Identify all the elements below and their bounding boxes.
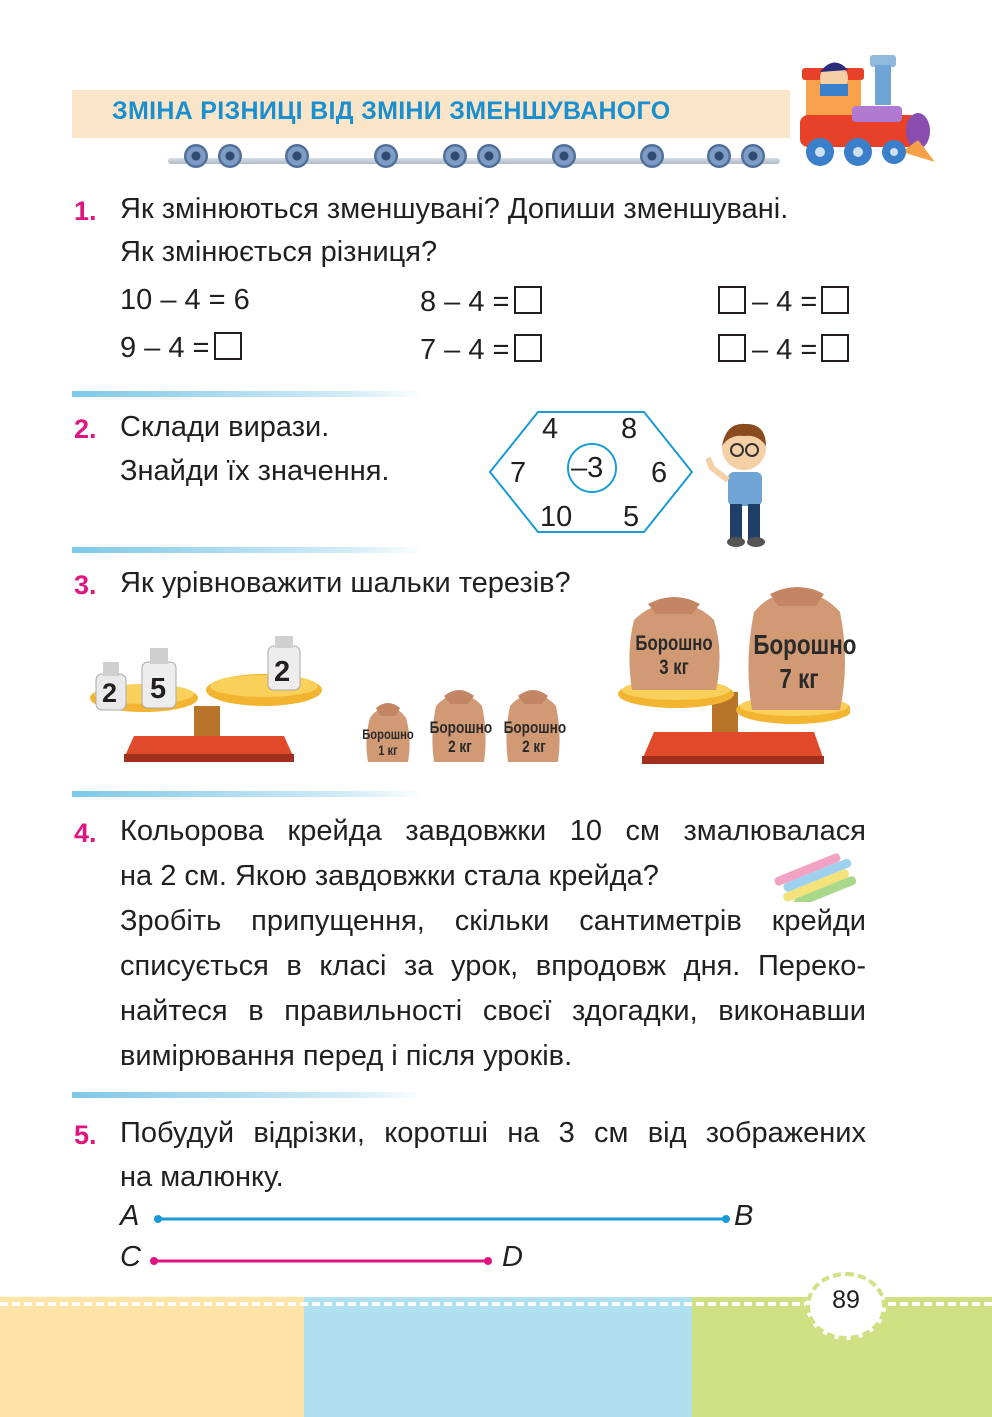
task-number: 4.	[74, 818, 97, 848]
hex-number: 10	[540, 501, 573, 533]
point-label: D	[502, 1241, 523, 1273]
task-text: списується в класі за урок, впродовж дня. Переко-	[120, 950, 866, 982]
divider	[72, 547, 422, 553]
wheel-icon	[285, 144, 309, 168]
hex-number: 7	[510, 457, 527, 489]
task-number: 5.	[74, 1120, 97, 1150]
answer-box[interactable]	[514, 334, 542, 362]
equation: 7 – 4 =	[420, 334, 542, 367]
answer-box[interactable]	[214, 332, 242, 360]
point-label: B	[734, 1200, 754, 1232]
task-text: Склади вирази.	[120, 411, 330, 443]
footer-band-left	[0, 1297, 304, 1417]
wheel-icon	[741, 144, 765, 168]
train-illustration	[790, 40, 940, 175]
wheel-icon	[184, 144, 208, 168]
weight-label: 2	[274, 656, 291, 688]
task-text: на 2 см. Якою завдовжки стала крейда?	[120, 860, 659, 892]
wheel-icon	[374, 144, 398, 168]
point-label: A	[120, 1200, 140, 1232]
page-number: 89	[832, 1286, 860, 1314]
task-text: Як урівноважити шальки терезів?	[120, 567, 571, 599]
task-text: Як змінюється різниця?	[120, 236, 438, 268]
equation: 8 – 4 =	[420, 286, 542, 319]
task-text: Кольорова крейда завдовжки 10 см змалювалася	[120, 815, 866, 847]
equation: 10 – 4 = 6	[120, 284, 250, 316]
bag-label: Борошно 7 кг	[753, 629, 857, 694]
task-text: Знайди їх значення.	[120, 455, 390, 487]
bag-label: Борошно 3 кг	[635, 632, 713, 679]
bag-label: Борошно 2 кг	[503, 718, 567, 756]
divider	[72, 391, 422, 397]
segment-cd	[146, 1254, 496, 1268]
page-title: ЗМІНА РІЗНИЦІ ВІД ЗМІНИ ЗМЕНШУВАНОГО	[112, 97, 671, 125]
wheel-icon	[552, 144, 576, 168]
divider	[72, 1092, 422, 1098]
equation: – 4 =	[718, 286, 849, 319]
divider	[72, 791, 422, 797]
weight-label: 2	[102, 678, 118, 708]
answer-box[interactable]	[514, 286, 542, 314]
boy-illustration	[706, 420, 776, 550]
task-text: вимірювання перед і після уроків.	[120, 1040, 573, 1072]
task-text: Побудуй відрізки, коротші на 3 см від зображених	[120, 1117, 866, 1149]
hex-number: 8	[621, 413, 638, 445]
wheel-icon	[477, 144, 501, 168]
answer-box[interactable]	[821, 334, 849, 362]
task-text: на малюнку.	[120, 1161, 284, 1193]
answer-box[interactable]	[718, 334, 746, 362]
task-text: Як змінюються зменшувані? Допиши зменшувані.	[120, 193, 789, 225]
task-text: найтеся в правильності своєї здогадки, виконавши	[120, 995, 866, 1027]
task-text: Зробіть припущення, скільки сантиметрів крейди	[120, 905, 866, 937]
wheel-icon	[443, 144, 467, 168]
chalk-illustration	[772, 852, 862, 902]
bag-label: Борошно 2 кг	[429, 718, 493, 756]
point-label: C	[120, 1241, 141, 1273]
task-number: 2.	[74, 414, 97, 444]
equation: – 4 =	[718, 334, 849, 367]
weight-label: 5	[150, 673, 167, 705]
segment-ab	[150, 1212, 734, 1226]
task-number: 1.	[74, 196, 97, 226]
wheel-icon	[640, 144, 664, 168]
bag-label: Борошно 1 кг	[362, 726, 414, 758]
wheel-icon	[707, 144, 731, 168]
train-rail	[168, 158, 780, 164]
answer-box[interactable]	[821, 286, 849, 314]
hex-center: –3	[571, 452, 604, 484]
footer-band-middle	[304, 1297, 692, 1417]
hex-number: 4	[542, 413, 559, 445]
wheel-icon	[218, 144, 242, 168]
task-number: 3.	[74, 570, 97, 600]
hex-number: 5	[623, 501, 640, 533]
hex-number: 6	[651, 457, 668, 489]
equation: 9 – 4 =	[120, 332, 242, 365]
balance-scale-left	[84, 636, 334, 766]
answer-box[interactable]	[718, 286, 746, 314]
